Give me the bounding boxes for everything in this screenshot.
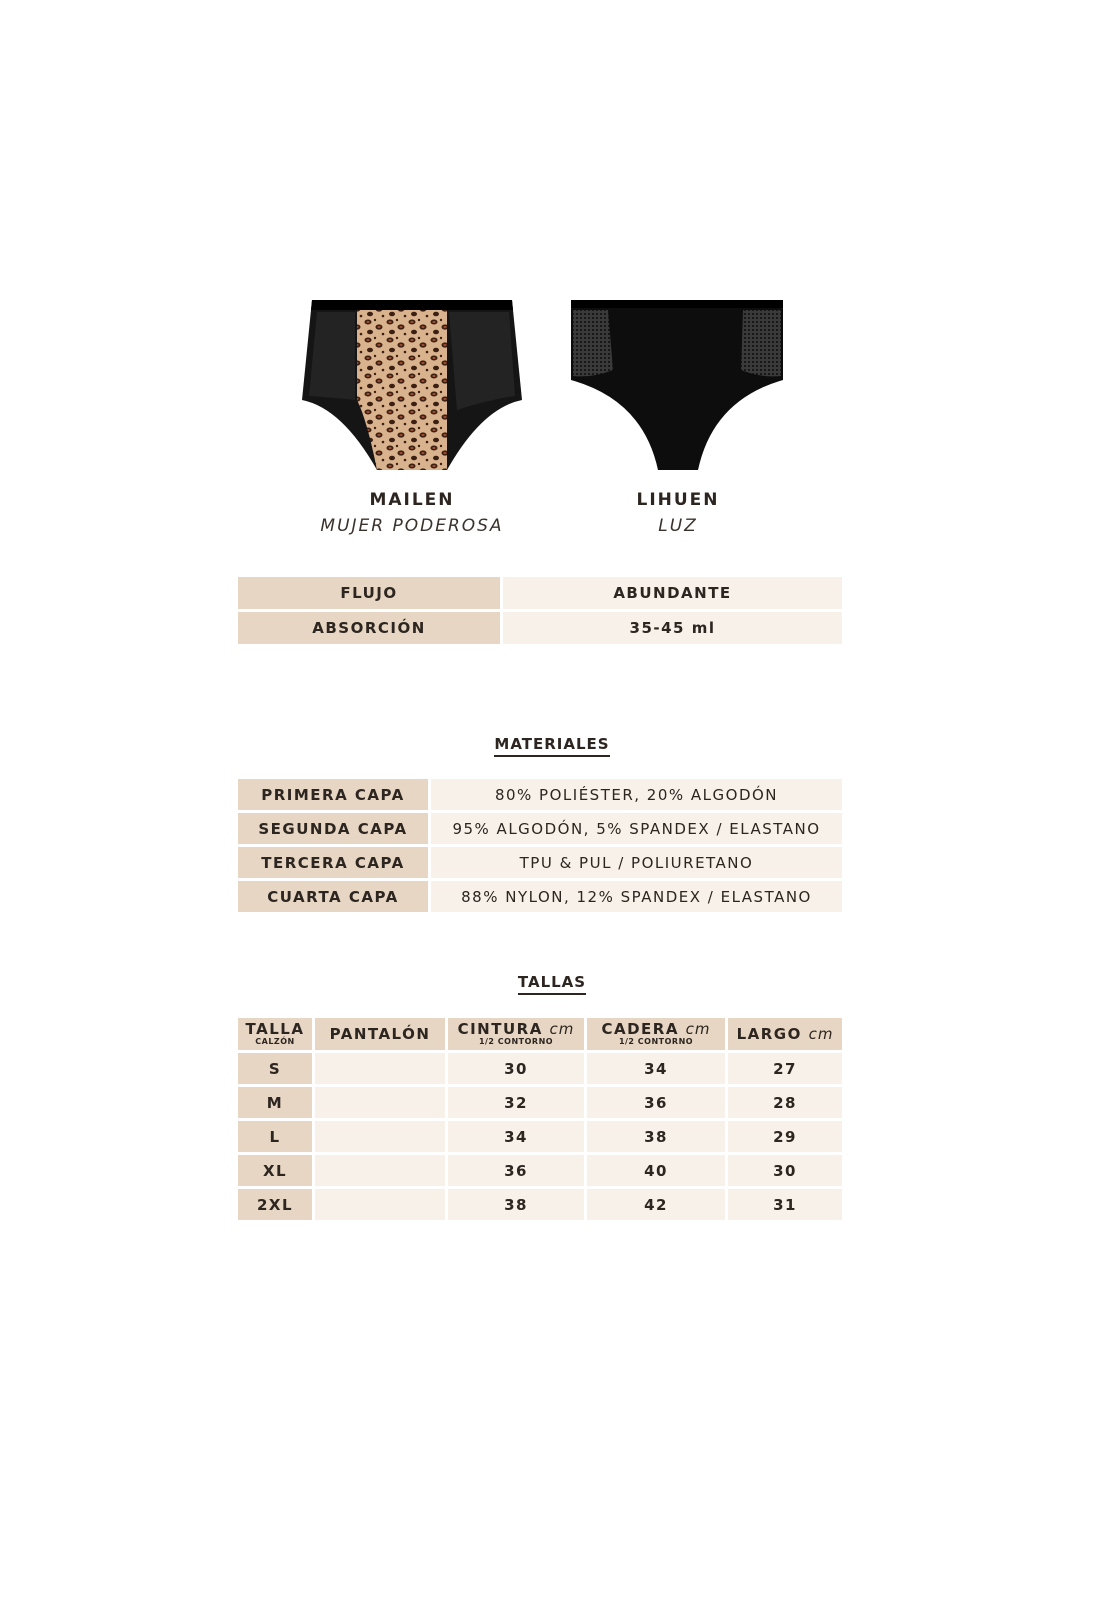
cintura-cell: 30 xyxy=(445,1053,584,1084)
cintura-cell: 32 xyxy=(445,1087,584,1118)
table-row xyxy=(238,1121,842,1152)
largo-cell: 27 xyxy=(725,1053,842,1084)
product-name: MAILEN xyxy=(369,490,455,510)
material-value: 80% POLIÉSTER, 20% ALGODÓN xyxy=(428,779,842,810)
size-cell: 2XL xyxy=(238,1189,312,1220)
product-subtitle: MUJER PODEROSA xyxy=(320,516,504,536)
cintura-cell: 38 xyxy=(445,1189,584,1220)
product-lihuen xyxy=(558,300,798,536)
material-label: SEGUNDA CAPA xyxy=(238,813,428,844)
pantalon-cell xyxy=(312,1121,445,1152)
product-mailen xyxy=(292,300,532,536)
table-row xyxy=(238,1155,842,1186)
material-value: 88% NYLON, 12% SPANDEX / ELASTANO xyxy=(428,881,842,912)
material-value: 95% ALGODÓN, 5% SPANDEX / ELASTANO xyxy=(428,813,842,844)
cadera-cell: 40 xyxy=(584,1155,725,1186)
pantalon-cell xyxy=(312,1155,445,1186)
product-subtitle: LUZ xyxy=(658,516,698,536)
flujo-value: ABUNDANTE xyxy=(500,577,842,609)
material-label: CUARTA CAPA xyxy=(238,881,428,912)
product-name: LIHUEN xyxy=(636,490,720,510)
material-label: TERCERA CAPA xyxy=(238,847,428,878)
cadera-cell: 42 xyxy=(584,1189,725,1220)
table-row xyxy=(238,813,842,844)
header-pantalon: PANTALÓN xyxy=(312,1018,445,1050)
largo-cell: 30 xyxy=(725,1155,842,1186)
size-cell: L xyxy=(238,1121,312,1152)
size-cell: S xyxy=(238,1053,312,1084)
size-cell: XL xyxy=(238,1155,312,1186)
materials-table xyxy=(238,776,842,915)
sizes-title: TALLAS xyxy=(0,973,1104,991)
pantalon-cell xyxy=(312,1189,445,1220)
materials-title: MATERIALES xyxy=(0,735,1104,753)
sizes-header-row xyxy=(238,1018,842,1050)
size-cell: M xyxy=(238,1087,312,1118)
header-cintura: CINTURA cm 1/2 CONTORNO xyxy=(445,1018,584,1050)
largo-cell: 29 xyxy=(725,1121,842,1152)
table-row xyxy=(238,1087,842,1118)
flujo-label: FLUJO xyxy=(238,577,500,609)
table-row xyxy=(238,612,842,644)
sizes-table xyxy=(238,1015,842,1223)
cadera-cell: 38 xyxy=(584,1121,725,1152)
table-row xyxy=(238,1189,842,1220)
absorcion-label: ABSORCIÓN xyxy=(238,612,500,644)
table-row xyxy=(238,779,842,810)
material-label: PRIMERA CAPA xyxy=(238,779,428,810)
black-mesh-panty-icon xyxy=(563,300,793,476)
largo-cell: 31 xyxy=(725,1189,842,1220)
cadera-cell: 34 xyxy=(584,1053,725,1084)
cintura-cell: 36 xyxy=(445,1155,584,1186)
leopard-print-panty-icon xyxy=(297,300,527,476)
pantalon-cell xyxy=(312,1053,445,1084)
material-value: TPU & PUL / POLIURETANO xyxy=(428,847,842,878)
absorcion-value: 35-45 ml xyxy=(500,612,842,644)
specs-table xyxy=(238,574,842,647)
table-row xyxy=(238,881,842,912)
table-row xyxy=(238,847,842,878)
cintura-cell: 34 xyxy=(445,1121,584,1152)
largo-cell: 28 xyxy=(725,1087,842,1118)
header-talla: TALLA CALZÓN xyxy=(238,1018,312,1050)
table-row xyxy=(238,577,842,609)
header-cadera: CADERA cm 1/2 CONTORNO xyxy=(584,1018,725,1050)
table-row xyxy=(238,1053,842,1084)
header-largo: LARGO cm xyxy=(725,1018,842,1050)
cadera-cell: 36 xyxy=(584,1087,725,1118)
pantalon-cell xyxy=(312,1087,445,1118)
